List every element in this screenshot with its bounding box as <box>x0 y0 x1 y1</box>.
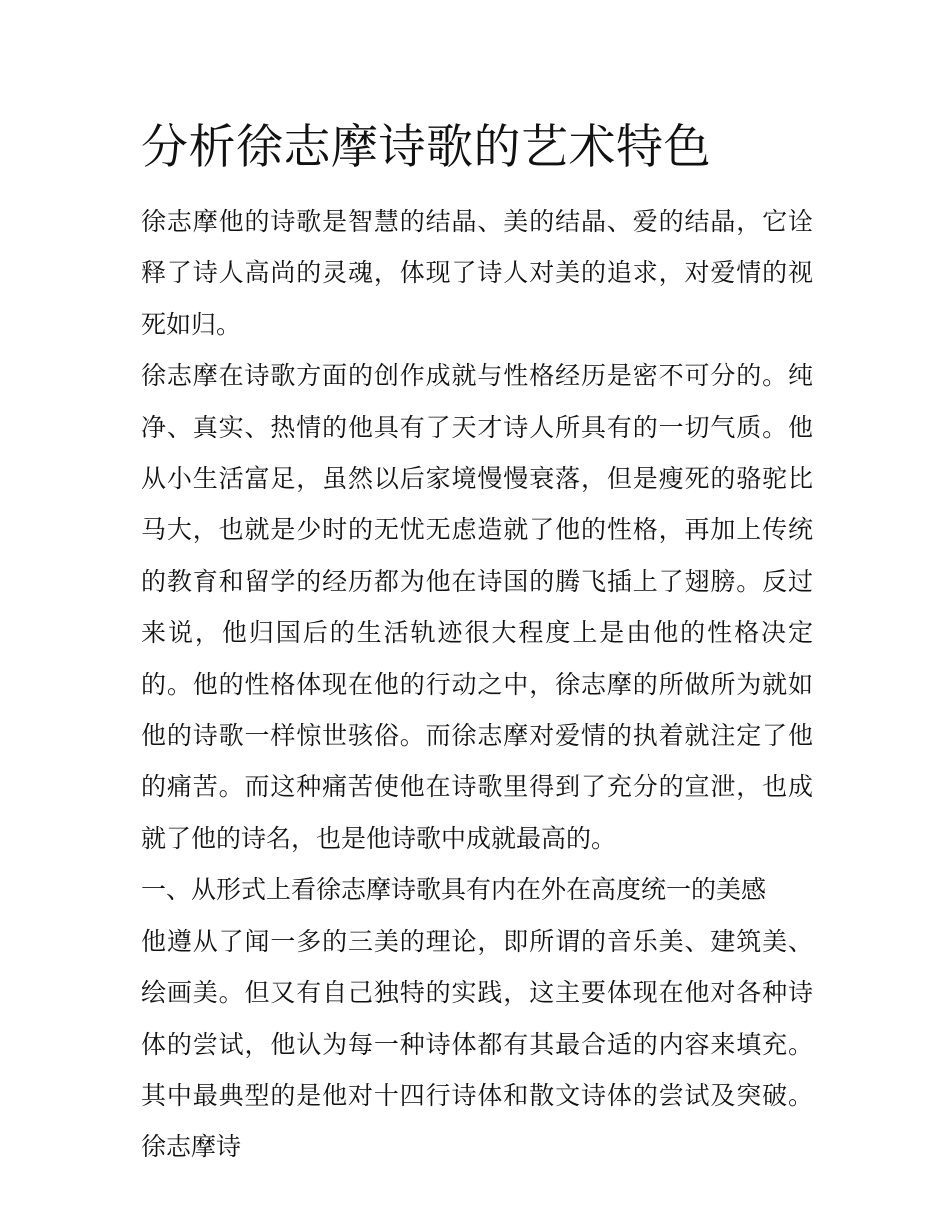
document-body <box>141 116 813 1173</box>
section-paragraph: 他遵从了闻一多的三美的理论，即所谓的音乐美、建筑美、绘画美。但又有自己独特的实践，这主要体现在他对各种诗体的尝试，他认为每一种诗体都有其最合适的内容来填充。其中最典型的是他对十四行诗体和散文诗体的尝试及突破。徐志摩诗 <box>141 926 813 1162</box>
document-title: 分析徐志摩诗歌的艺术特色 <box>141 120 711 175</box>
section-heading: 一、从形式上看徐志摩诗歌具有内在外在高度统一的美感 <box>141 875 767 905</box>
intro-paragraph: 徐志摩他的诗歌是智慧的结晶、美的结晶、爱的结晶，它诠释了诗人高尚的灵魂，体现了诗人对美的追求，对爱情的视死如归。 <box>141 207 813 339</box>
biography-paragraph: 徐志摩在诗歌方面的创作成就与性格经历是密不可分的。纯净、真实、热情的他具有了天才诗人所具有的一切气质。他从小生活富足，虽然以后家境慢慢衰落，但是瘦死的骆驼比马大，也就是少时的无忧无虑造就了他的性格，再加上传统的教育和留学的经历都为他在诗国的腾飞插上了翅膀。反过来说，他归国后的生活轨迹很大程度上是由他的性格决定的。他的性格体现在他的行动之中，徐志摩的所做所为就如他的诗歌一样惊世骇俗。而徐志摩对爱情的执着就注定了他的痛苦。而这种痛苦使他在诗歌里得到了充分的宣泄，也成就了他的诗名，也是他诗歌中成就最高的。 <box>141 361 813 853</box>
